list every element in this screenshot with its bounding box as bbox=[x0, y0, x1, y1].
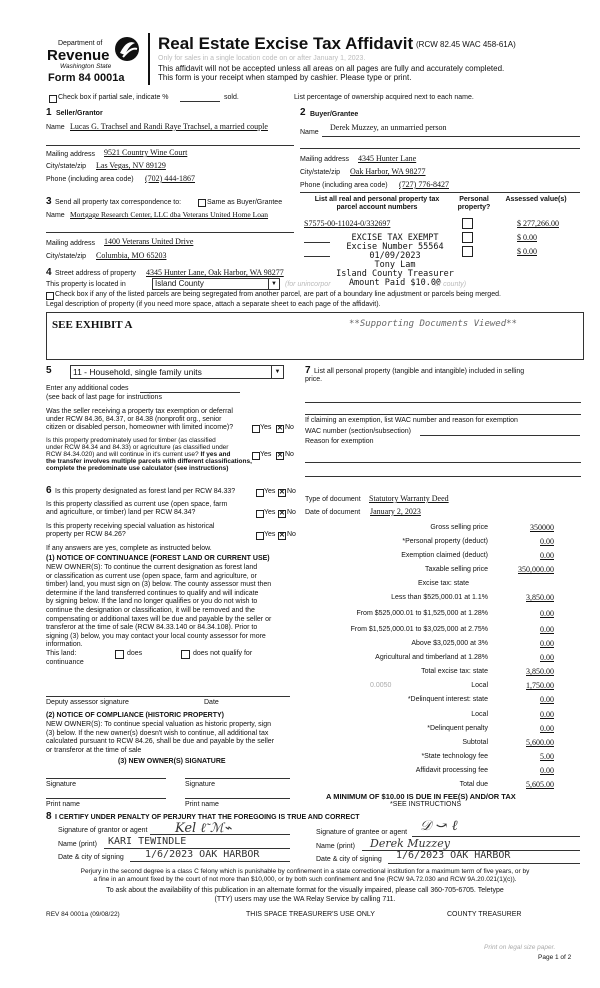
partial-sale-checkbox[interactable] bbox=[49, 95, 57, 103]
parcel-col-header: List all real and personal property tax parcel account numbers bbox=[314, 196, 440, 211]
continuance-line-5: by signing below. If the land no longer qualifies or you do not wish to bbox=[46, 598, 258, 606]
owner-sig-line-1[interactable] bbox=[46, 778, 166, 779]
historic-yes-label: Yes bbox=[264, 531, 276, 538]
ag-q-line3 bbox=[46, 451, 230, 458]
personal-prop-line1[interactable] bbox=[305, 402, 581, 403]
continuance-line-3: timber) land, you must sign on (3) below. The county assessor must then bbox=[46, 581, 272, 589]
perjury-line2: a fine in an amount fixed by the court of not more than $10,000, or by both such confinement and fine (RCW 9A.72.030 and RCW 9A.20.021(1)(c)). bbox=[93, 876, 517, 883]
tax-corresp-label: Send all property tax correspondence to: bbox=[55, 199, 182, 206]
street-address-field[interactable]: 4345 Hunter Lane, Oak Harbor, WA 98277 bbox=[146, 268, 284, 277]
personal-property-checkbox-3[interactable] bbox=[462, 246, 473, 257]
exempt-q-line2: under RCW 84.36, 84.37, or 84.38 (nonprofit org., senior bbox=[46, 416, 222, 423]
see-instructions: *SEE INSTRUCTIONS bbox=[390, 801, 462, 808]
doc-date-label: Date of document bbox=[305, 509, 361, 516]
continuance-line-8: transferor at the time of sale (RCW 84.33.140 or 84.34.108). Prior to bbox=[46, 624, 258, 632]
assessed-col-header: Assessed value(s) bbox=[505, 196, 567, 203]
personal-deduct-label: *Personal property (deduct) bbox=[402, 538, 488, 545]
grantee-sig-label: Signature of grantee or agent bbox=[316, 829, 408, 836]
grantor-date-label: Date & city of signing bbox=[58, 854, 124, 861]
county-hint: ur county) bbox=[435, 281, 467, 288]
personal-prop-label1: List all personal property (tangible and intangible) included in selling bbox=[314, 368, 525, 375]
buyer-city-label: City/state/zip bbox=[300, 169, 341, 176]
tier4-label: Above $3,025,000 at 3% bbox=[411, 640, 488, 647]
land-does-not-checkbox[interactable] bbox=[181, 650, 190, 659]
continuance-line-4: determine if the land transferred continues to qualify and will indicate bbox=[46, 589, 259, 597]
section8-num: 8 bbox=[46, 811, 52, 822]
owner-sig-label-1: Signature bbox=[46, 781, 76, 788]
tax-city-field[interactable]: Columbia, MO 65203 bbox=[96, 251, 167, 260]
ag-q-line3-bold: If yes and bbox=[200, 451, 231, 458]
notice-compliance-title: (2) NOTICE OF COMPLIANCE (HISTORIC PROPERTY) bbox=[46, 712, 224, 719]
forest-no-label: No bbox=[287, 488, 296, 495]
compliance-line-4: or transferor at the time of sale bbox=[46, 746, 142, 754]
continuance-label: continuance bbox=[46, 659, 84, 666]
stamp-line5: Island County Treasurer bbox=[336, 269, 454, 279]
ag-q-line1: Is this property predominately used for timber (as classified bbox=[46, 437, 216, 444]
ag-timber-value[interactable]: 0.00 bbox=[540, 653, 554, 662]
continuance-line-2: or classification as current use (open space, farm and agriculture, or bbox=[46, 572, 257, 580]
land-does-checkbox[interactable] bbox=[115, 650, 124, 659]
notice-compliance-body bbox=[46, 721, 274, 755]
seller-name-line2 bbox=[46, 145, 294, 146]
section1-num: 1 bbox=[46, 107, 52, 118]
street-address-label: Street address of property bbox=[55, 270, 136, 277]
rcw-reference: (RCW 82.45 WAC 458-61A) bbox=[416, 40, 516, 49]
list-pct-note: List percentage of ownership acquired next to each name. bbox=[294, 94, 474, 101]
total-due-value[interactable]: 5,605.00 bbox=[526, 780, 554, 789]
dept-line1: Department of bbox=[58, 40, 103, 47]
grantee-signature-mark: 𝒟 ⤻ ℓ bbox=[420, 818, 458, 834]
ag-yes-checkbox[interactable] bbox=[252, 452, 260, 460]
compliance-line-2: (3) below. If the new owner(s) doesn't wish to continue, all additional tax bbox=[46, 729, 269, 737]
form-title: Real Estate Excise Tax Affidavit bbox=[158, 34, 414, 53]
seller-name-field[interactable]: Lucas G. Trachsel and Randi Raye Trachsel, a married couple bbox=[70, 122, 268, 131]
grantor-date-line[interactable] bbox=[130, 861, 290, 862]
reason-label: Reason for exemption bbox=[305, 438, 374, 445]
owner-print-label-1: Print name bbox=[46, 801, 80, 808]
grantee-date-label: Date & city of signing bbox=[316, 856, 382, 863]
personal-property-checkbox-1[interactable] bbox=[462, 218, 473, 229]
minimum-due-note: A MINIMUM OF $10.00 IS DUE IN FEE(S) AND/OR TAX bbox=[326, 792, 516, 801]
grantee-name-label: Name (print) bbox=[316, 843, 355, 850]
seller-phone-label: Phone (including area code) bbox=[46, 176, 134, 183]
owner-sig-line-2[interactable] bbox=[185, 778, 290, 779]
notice-2: This form is your receipt when stamped by cashier. Please type or print. bbox=[158, 73, 412, 82]
wac-number-label: WAC number (section/subsection) bbox=[305, 428, 411, 435]
historic-q1: Is this property receiving special valuation as historical bbox=[46, 523, 215, 530]
section7-num: 7 bbox=[305, 365, 311, 376]
exempt-no-label: No bbox=[285, 424, 294, 431]
header-divider bbox=[148, 33, 150, 85]
seller-mailing-label: Mailing address bbox=[46, 151, 96, 158]
historic-no-checkbox[interactable] bbox=[278, 532, 286, 540]
located-in-label: This property is located in bbox=[46, 281, 126, 288]
buyer-city-field[interactable]: Oak Harbor, WA 98277 bbox=[350, 167, 426, 176]
total-state-label: Total excise tax: state bbox=[421, 668, 488, 675]
this-land-label: This land: bbox=[46, 650, 77, 657]
subtotal-value[interactable]: 5,600.00 bbox=[526, 738, 554, 747]
tax-mailing-label: Mailing address bbox=[46, 240, 96, 247]
historic-yes-checkbox[interactable] bbox=[256, 532, 264, 540]
treasurer-use-label: THIS SPACE TREASURER'S USE ONLY bbox=[246, 911, 375, 918]
current-use-no-label: No bbox=[287, 509, 296, 516]
gross-price-value[interactable]: 350000 bbox=[530, 523, 554, 532]
delinq-penalty-label: *Delinquent penalty bbox=[427, 725, 488, 732]
subtotal-label: Subtotal bbox=[462, 739, 488, 746]
current-use-no-checkbox[interactable] bbox=[278, 510, 286, 518]
total-due-label: Total due bbox=[459, 781, 488, 788]
grantor-name-field[interactable]: KARI TEWINDLE bbox=[108, 836, 187, 847]
seller-phone-field[interactable]: (702) 444-1867 bbox=[145, 174, 195, 183]
current-use-q2: and agriculture, or timber) land per RCW 84.34? bbox=[46, 509, 196, 516]
segregated-label: Check box if any of the listed parcels are being segregated from another parcel, are part of a boundary line adjustment or parcels being merged. bbox=[55, 291, 501, 298]
seller-city-label: City/state/zip bbox=[46, 163, 87, 170]
forest-yes-checkbox[interactable] bbox=[256, 489, 264, 497]
county-treasurer-label: COUNTY TREASURER bbox=[447, 911, 522, 918]
grantor-signature-mark: Kel ℓ̃ ℳ⌁ bbox=[175, 821, 232, 836]
land-use-value: 11 - Household, single family units bbox=[73, 367, 202, 377]
tax-name-label: Name bbox=[46, 212, 65, 219]
seller-mailing-field[interactable]: 9521 Country Wine Court bbox=[104, 148, 188, 157]
ag-q-line2: under RCW 84.34 and 84.33) or agriculture (as classified under bbox=[46, 444, 229, 451]
tier4-value[interactable]: 0.00 bbox=[540, 639, 554, 648]
taxable-price-label: Taxable selling price bbox=[424, 566, 488, 573]
ag-timber-label: Agricultural and timberland at 1.28% bbox=[375, 654, 488, 661]
stamp-line3: 01/09/2023 bbox=[369, 251, 421, 261]
buyer-mailing-field[interactable]: 4345 Hunter Lane bbox=[358, 154, 417, 163]
buyer-name-field[interactable]: Derek Muzzey, an unmarried person bbox=[330, 123, 447, 132]
historic-no-label: No bbox=[287, 531, 296, 538]
additional-codes-field[interactable] bbox=[140, 392, 240, 393]
affidavit-fee-value[interactable]: 0.00 bbox=[540, 766, 554, 775]
ag-q-line4: the transfer involves multiple parcels with different classifications, bbox=[46, 458, 252, 465]
certify-statement: I CERTIFY UNDER PENALTY OF PERJURY THAT THE FOREGOING IS TRUE AND CORRECT bbox=[55, 814, 360, 821]
total-state-value[interactable]: 3,850.00 bbox=[526, 667, 554, 676]
buyer-name-label: Name bbox=[300, 129, 319, 136]
perjury-line1: Perjury in the second degree is a class C felony which is punishable by confinement in a state correctional institution for a maximum term of five years, or by bbox=[80, 868, 530, 875]
page-number: Page 1 of 2 bbox=[538, 954, 572, 961]
reason-line1[interactable] bbox=[305, 462, 581, 463]
forest-q: Is this property designated as forest land per RCW 84.33? bbox=[55, 488, 236, 495]
tax-name-line2 bbox=[46, 232, 294, 233]
taxable-price-value[interactable]: 350,000.00 bbox=[518, 565, 554, 574]
buyer-mailing-label: Mailing address bbox=[300, 156, 350, 163]
owner-print-line-2[interactable] bbox=[185, 798, 290, 799]
wac-number-field[interactable] bbox=[420, 435, 580, 436]
exempt-yes-label: Yes bbox=[260, 424, 272, 431]
notice-continuance-body bbox=[46, 564, 271, 650]
continuance-line-1: NEW OWNER(S): To continue the current designation as forest land bbox=[46, 564, 258, 571]
personal-prop-label2: price. bbox=[305, 376, 323, 383]
additional-codes-hint: (see back of last page for instructions bbox=[46, 394, 162, 401]
excise-state-label: Excise tax: state bbox=[418, 580, 469, 587]
new-owner-sig-title: (3) NEW OWNER(S) SIGNATURE bbox=[118, 758, 226, 765]
continuance-line-9: signing (3) below, you may contact your local county assessor for more bbox=[46, 632, 266, 640]
assessed-value-3[interactable]: $ 0.00 bbox=[517, 247, 537, 256]
same-as-buyer-checkbox[interactable] bbox=[198, 199, 206, 207]
land-does-label: does bbox=[127, 650, 143, 657]
chevron-down-icon[interactable]: ▼ bbox=[271, 366, 283, 378]
owner-sig-label-2: Signature bbox=[185, 781, 215, 788]
current-use-yes-label: Yes bbox=[264, 509, 276, 516]
wac-question: If claiming an exemption, list WAC number and reason for exemption bbox=[305, 417, 518, 424]
grantor-sig-label: Signature of grantor or agent bbox=[58, 827, 148, 834]
section6-num: 6 bbox=[46, 485, 52, 496]
tier2-value[interactable]: 0.00 bbox=[540, 609, 554, 618]
parcel-number-1[interactable]: S7575-00-11024-0/332697 bbox=[304, 219, 391, 228]
buyer-bottom-line bbox=[300, 192, 580, 193]
personal-prop-line2[interactable] bbox=[305, 414, 581, 415]
legal-desc-value: SEE EXHIBIT A bbox=[52, 319, 133, 331]
stamp-line2: Excise Number 55564 bbox=[346, 242, 444, 252]
county-select[interactable] bbox=[152, 278, 280, 290]
grantee-name-field[interactable]: Derek Muzzey bbox=[370, 837, 450, 850]
assessed-value-1[interactable]: $ 277,266.00 bbox=[517, 219, 559, 228]
chevron-down-icon[interactable]: ▼ bbox=[268, 279, 279, 289]
section4-num: 4 bbox=[46, 267, 52, 278]
buyer-heading: Buyer/Grantee bbox=[310, 111, 359, 118]
doc-date-field[interactable]: January 2, 2023 bbox=[370, 507, 421, 516]
gross-price-label: Gross selling price bbox=[430, 524, 488, 531]
legal-desc-label: Legal description of property (if you need more space, attach a separate sheet to each page of the affidavit). bbox=[46, 301, 381, 308]
tier2-label: From $525,000.01 to $1,525,000 at 1.28% bbox=[356, 610, 488, 617]
tier1-label: Less than $525,000.01 at 1.1% bbox=[391, 594, 488, 601]
current-use-yes-checkbox[interactable] bbox=[256, 510, 264, 518]
ghost-line: Only for sales in a single location code on or after January 1, 2023. bbox=[158, 55, 366, 62]
dept-name: Revenue bbox=[47, 47, 110, 64]
compliance-line-3: calculated pursuant to RCW 84.26, shall be due and payable by the seller bbox=[46, 738, 275, 746]
exempt-q-line1: Was the seller receiving a property tax exemption or deferral bbox=[46, 408, 233, 415]
continuance-line-6: continue the designation or classification, it will be removed and the bbox=[46, 606, 255, 614]
local-rate: 0.0050 bbox=[370, 682, 392, 689]
buyer-phone-label: Phone (including area code) bbox=[300, 182, 388, 189]
alt-format-line1: To ask about the availability of this publication in an alternate format for the visually impaired, please call 360-705-6705. Teletype bbox=[106, 887, 504, 894]
ag-no-label: No bbox=[285, 451, 294, 458]
parcel-line-2 bbox=[304, 242, 330, 243]
stamp-line6: Amount Paid $10.00 bbox=[348, 278, 442, 288]
ag-no-checkbox[interactable] bbox=[276, 452, 284, 460]
local-value[interactable]: 1,750.00 bbox=[526, 681, 554, 690]
tech-fee-value[interactable]: 5.00 bbox=[540, 752, 554, 761]
delinq-state-label: *Delinquent interest: state bbox=[407, 696, 488, 703]
same-as-buyer-label: Same as Buyer/Grantee bbox=[207, 199, 283, 206]
historic-q2: property per RCW 84.26? bbox=[46, 531, 126, 538]
land-use-select[interactable] bbox=[70, 365, 284, 379]
owner-print-label-2: Print name bbox=[185, 801, 219, 808]
buyer-name-line2 bbox=[300, 148, 580, 149]
personal-deduct-value[interactable]: 0.00 bbox=[540, 537, 554, 546]
segregated-checkbox[interactable] bbox=[46, 292, 54, 300]
supporting-docs-stamp: **Supporting Documents Viewed** bbox=[349, 319, 517, 329]
deputy-sig-label: Deputy assessor signature bbox=[46, 699, 129, 706]
tax-name-field[interactable]: Mortgage Research Center, LLC dba Veterans United Home Loan bbox=[70, 210, 269, 219]
grantor-name-label: Name (print) bbox=[58, 841, 97, 848]
tier3-label: From $1,525,000.01 to $3,025,000 at 2.75% bbox=[350, 626, 488, 633]
delinq-local-label: Local bbox=[471, 711, 488, 718]
partial-sale-label: Check box if partial sale, indicate % bbox=[58, 94, 169, 101]
section5-num: 5 bbox=[46, 365, 52, 376]
seller-city-field[interactable]: Las Vegas, NV 89129 bbox=[96, 161, 166, 170]
forest-no-checkbox[interactable] bbox=[278, 489, 286, 497]
tax-city-label: City/state/zip bbox=[46, 253, 87, 260]
stamp-line1: EXCISE TAX EXEMPT bbox=[351, 233, 439, 243]
deputy-date-label: Date bbox=[204, 699, 219, 706]
county-select-value: Island County bbox=[155, 279, 204, 288]
stamp-line4: Tony Lam bbox=[374, 260, 416, 270]
local-label: Local bbox=[471, 682, 488, 689]
sold-label: sold. bbox=[224, 94, 239, 101]
exemption-deduct-label: Exemption claimed (deduct) bbox=[401, 552, 488, 559]
assessed-value-2[interactable]: $ 0.00 bbox=[517, 233, 537, 242]
grantee-date-field[interactable]: 1/6/2023 OAK HARBOR bbox=[396, 850, 511, 861]
tier3-value[interactable]: 0.00 bbox=[540, 625, 554, 634]
partial-pct-field[interactable] bbox=[180, 101, 220, 102]
form-number: Form 84 0001a bbox=[48, 72, 125, 84]
dor-logo-icon bbox=[113, 35, 141, 63]
continuance-line-10: information. bbox=[46, 641, 83, 649]
seller-name-label: Name bbox=[46, 124, 65, 131]
continuance-line-7: compensating or additional taxes will be due and payable by the seller or bbox=[46, 615, 272, 623]
exempt-no-checkbox[interactable] bbox=[276, 425, 284, 433]
personal-col-header: Personal property? bbox=[457, 196, 491, 211]
unincorp-hint: (for unincorpor bbox=[285, 281, 331, 288]
alt-format-line2: (TTY) users may use the WA Relay Service by calling 711. bbox=[214, 896, 396, 903]
exemption-deduct-value[interactable]: 0.00 bbox=[540, 551, 554, 560]
deputy-sig-line[interactable] bbox=[46, 696, 290, 697]
buyer-name-line bbox=[322, 136, 580, 137]
revision-label: REV 84 0001a (09/08/22) bbox=[46, 911, 120, 918]
section3-num: 3 bbox=[46, 196, 52, 207]
doc-type-field[interactable]: Statutory Warranty Deed bbox=[369, 494, 449, 503]
ag-q-line3-text: RCW 84.34.020) and will continue in it's current use? bbox=[46, 451, 199, 458]
exempt-q-line3: citizen or disabled person, homeowner with limited income)? bbox=[46, 424, 234, 431]
notice-1: This affidavit will not be accepted unless all areas on all pages are fully and accurately completed. bbox=[158, 64, 505, 73]
tier1-value[interactable]: 3,850.00 bbox=[526, 593, 554, 602]
ag-q-line5: complete the predominate use calculator (see instructions) bbox=[46, 465, 229, 472]
dept-state: Washington State bbox=[60, 63, 112, 70]
personal-property-checkbox-2[interactable] bbox=[462, 232, 473, 243]
tax-mailing-field[interactable]: 1400 Veterans United Drive bbox=[104, 237, 194, 246]
affidavit-fee-label: Affidavit processing fee bbox=[415, 767, 488, 774]
buyer-phone-field[interactable]: (727) 776-8427 bbox=[399, 180, 449, 189]
current-use-q1: Is this property classified as current use (open space, farm bbox=[46, 501, 228, 508]
treasurer-stamp bbox=[335, 234, 455, 288]
tech-fee-label: *State technology fee bbox=[421, 753, 488, 760]
legal-desc-box[interactable] bbox=[46, 312, 584, 360]
ag-yes-label: Yes bbox=[260, 451, 272, 458]
section6-instructions: If any answers are yes, complete as instructed below. bbox=[46, 545, 212, 552]
land-does-not-label: does not qualify for bbox=[193, 650, 253, 657]
delinq-local-value[interactable]: 0.00 bbox=[540, 710, 554, 719]
print-legal-note: Print on legal size paper. bbox=[484, 944, 556, 951]
seller-heading: Seller/Grantor bbox=[56, 110, 103, 117]
delinq-state-value[interactable]: 0.00 bbox=[540, 695, 554, 704]
grantor-date-field[interactable]: 1/6/2023 OAK HARBOR bbox=[145, 849, 260, 860]
section2-num: 2 bbox=[300, 107, 306, 118]
compliance-line-1: NEW OWNER(S): To continue special valuation as historic property, sign bbox=[46, 721, 271, 728]
exempt-yes-checkbox[interactable] bbox=[252, 425, 260, 433]
doc-type-label: Type of document bbox=[305, 496, 361, 503]
grantee-date-line[interactable] bbox=[388, 863, 580, 864]
reason-line2[interactable] bbox=[305, 476, 581, 477]
delinq-penalty-value[interactable]: 0.00 bbox=[540, 724, 554, 733]
parcel-line-3 bbox=[304, 256, 330, 257]
additional-codes-label: Enter any additional codes bbox=[46, 385, 129, 392]
notice-continuance-title: (1) NOTICE OF CONTINUANCE (FOREST LAND OR CURRENT USE) bbox=[46, 555, 270, 562]
owner-print-line-1[interactable] bbox=[46, 798, 166, 799]
forest-yes-label: Yes bbox=[264, 488, 276, 495]
